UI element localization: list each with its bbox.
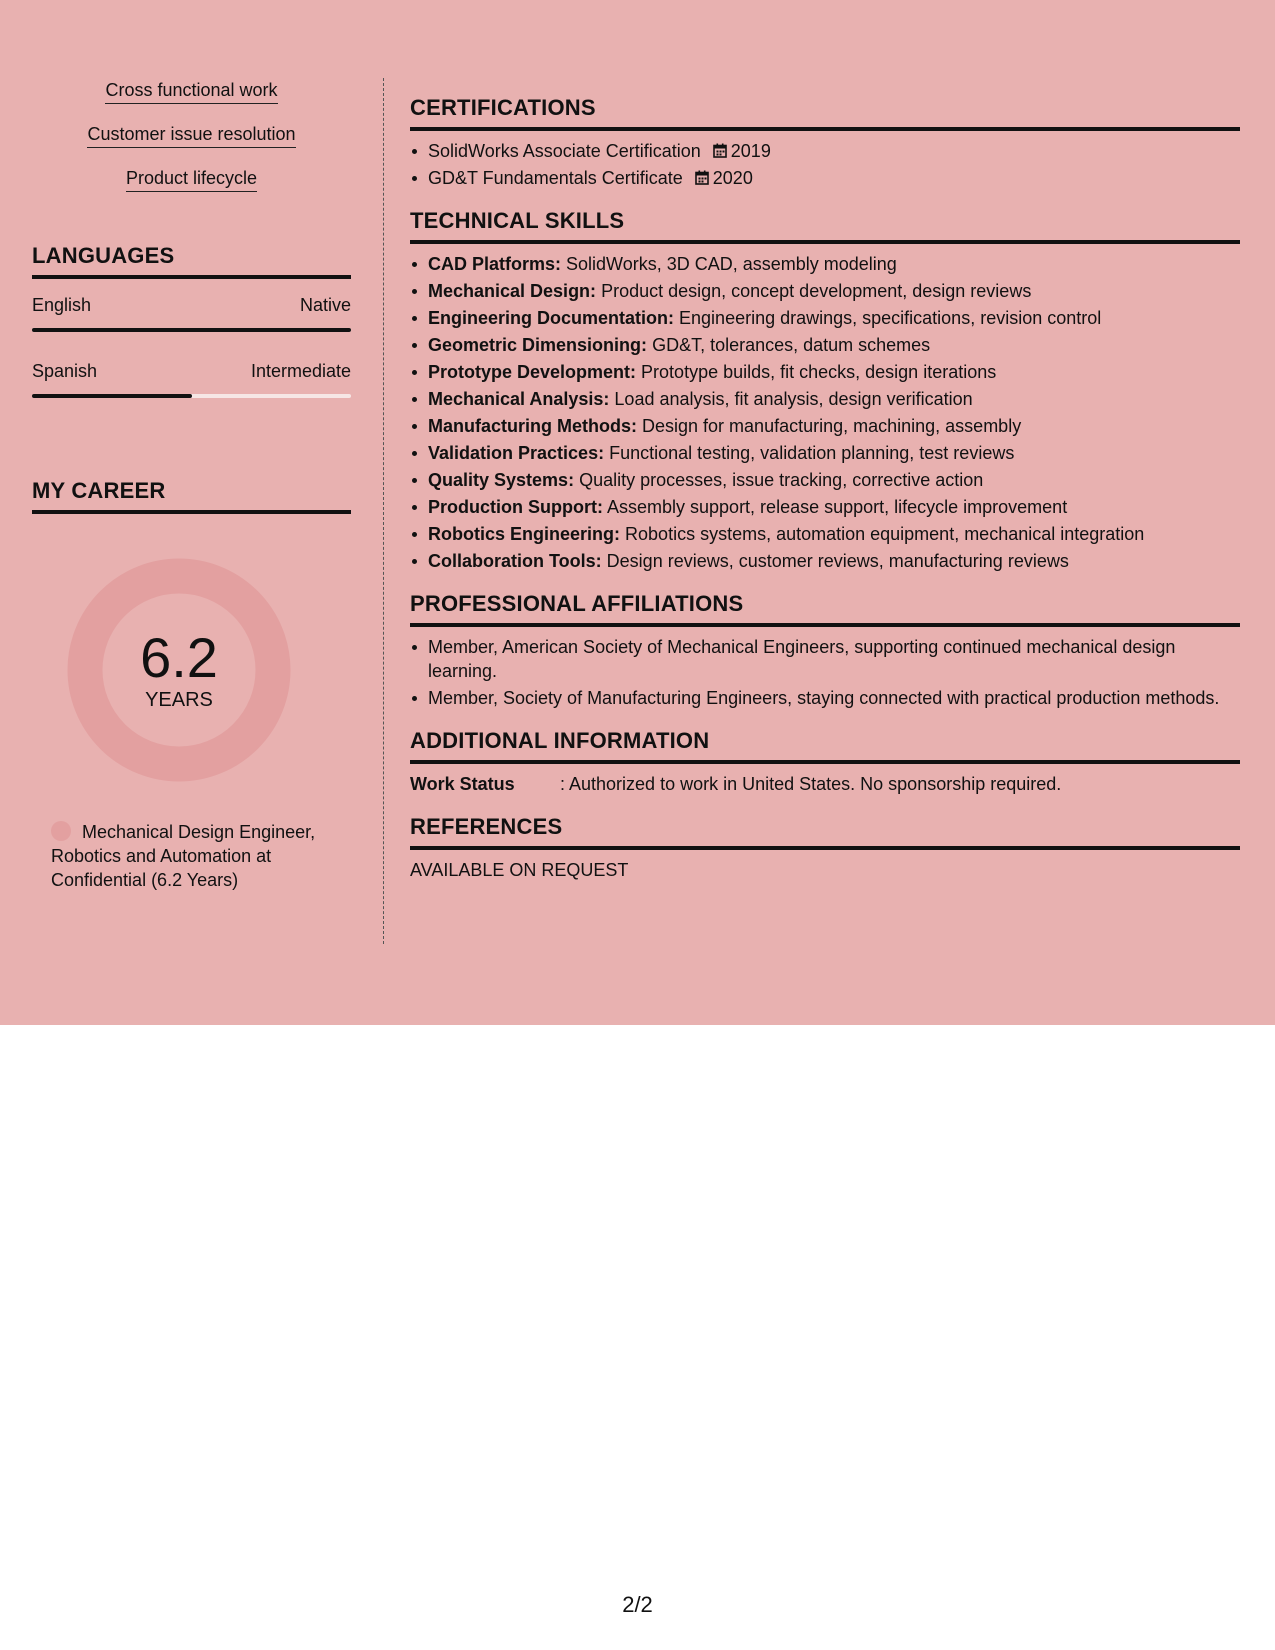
work-status-value: : Authorized to work in United States. No sponsorship required. <box>560 774 1062 794</box>
career-heading: MY CAREER <box>32 478 351 514</box>
strength-tag: Cross functional work <box>105 78 277 104</box>
career-legend-label: Mechanical Design Engineer, Robotics and Automation at Confidential (6.2 Years) <box>51 822 316 890</box>
affiliation-item: Member, American Society of Mechanical Engineers, supporting continued mechanical design learning. <box>410 635 1240 683</box>
strength-tag: Product lifecycle <box>126 166 257 192</box>
career-donut-chart <box>67 558 291 782</box>
skill-label: Prototype Development: <box>428 362 637 382</box>
skill-value: Product design, concept development, design reviews <box>601 281 1032 301</box>
skill-label: Manufacturing Methods: <box>428 416 637 436</box>
language-proficiency-fill <box>32 394 192 398</box>
right-column <box>410 95 1240 882</box>
skill-value: Engineering drawings, specifications, revision control <box>679 308 1102 328</box>
skill-label: Production Support: <box>428 497 603 517</box>
references-text: AVAILABLE ON REQUEST <box>410 860 629 880</box>
skill-label: Engineering Documentation: <box>428 308 675 328</box>
certification-name: SolidWorks Associate Certification <box>428 141 701 161</box>
language-level: Intermediate <box>250 361 351 381</box>
skill-value: Prototype builds, fit checks, design iterations <box>641 362 997 382</box>
skill-item <box>410 279 1240 303</box>
skill-item <box>410 306 1240 330</box>
skill-item <box>410 387 1240 411</box>
page-number: 2/2 <box>622 1592 653 1617</box>
skill-item <box>410 252 1240 276</box>
skill-item <box>410 468 1240 492</box>
language-name: English <box>32 295 92 315</box>
legend-dot-icon <box>51 821 71 841</box>
skill-label: Mechanical Analysis: <box>428 389 610 409</box>
left-column <box>32 78 351 892</box>
skill-label: Geometric Dimensioning: <box>428 335 648 355</box>
affiliation-item: Member, Society of Manufacturing Engineers, staying connected with practical production methods. <box>410 686 1240 710</box>
language-item-english <box>32 295 351 332</box>
calendar-icon <box>695 170 709 185</box>
certifications-section <box>410 95 1240 190</box>
work-status-label: Work Status <box>410 774 515 794</box>
skill-label: CAD Platforms: <box>428 254 562 274</box>
skill-label: Robotics Engineering: <box>428 524 621 544</box>
language-proficiency-bar <box>32 328 351 332</box>
skill-value: Robotics systems, automation equipment, mechanical integration <box>625 524 1145 544</box>
additional-info-section <box>410 728 1240 796</box>
skill-label: Collaboration Tools: <box>428 551 602 571</box>
skill-value: Assembly support, release support, lifecycle improvement <box>607 497 1068 517</box>
language-item-spanish <box>32 361 351 398</box>
references-section <box>410 814 1240 882</box>
skill-item <box>410 360 1240 384</box>
career-legend-item <box>51 820 341 892</box>
skill-value: Design reviews, customer reviews, manufacturing reviews <box>606 551 1069 571</box>
certification-item <box>410 139 1240 163</box>
skill-item <box>410 414 1240 438</box>
technical-skills-section <box>410 208 1240 573</box>
skill-value: Load analysis, fit analysis, design verification <box>614 389 973 409</box>
certification-name: GD&T Fundamentals Certificate <box>428 168 683 188</box>
skill-label: Quality Systems: <box>428 470 575 490</box>
career-total-unit: YEARS <box>145 689 213 711</box>
language-proficiency-fill <box>32 328 351 332</box>
skill-label: Validation Practices: <box>428 443 605 463</box>
certification-year: 2019 <box>730 141 771 161</box>
references-heading: REFERENCES <box>410 814 1240 850</box>
career-total-value: 6.2 <box>140 626 218 689</box>
language-level: Native <box>299 295 351 315</box>
skill-value: Design for manufacturing, machining, assembly <box>642 416 1022 436</box>
additional-info-heading: ADDITIONAL INFORMATION <box>410 728 1240 764</box>
strength-tag: Customer issue resolution <box>87 122 295 148</box>
column-divider <box>383 78 384 944</box>
skill-item <box>410 495 1240 519</box>
language-name: Spanish <box>32 361 98 381</box>
certification-year: 2020 <box>712 168 753 188</box>
skill-item <box>410 522 1240 546</box>
certification-item <box>410 166 1240 190</box>
skill-value: Functional testing, validation planning, test reviews <box>609 443 1015 463</box>
technical-skills-heading: TECHNICAL SKILLS <box>410 208 1240 244</box>
language-proficiency-bar <box>32 394 351 398</box>
strengths-tags <box>32 78 351 210</box>
skill-label: Mechanical Design: <box>428 281 597 301</box>
certifications-heading: CERTIFICATIONS <box>410 95 1240 131</box>
skill-item <box>410 441 1240 465</box>
languages-heading: LANGUAGES <box>32 243 351 279</box>
work-status-row <box>410 772 1240 796</box>
skill-value: GD&T, tolerances, datum schemes <box>652 335 931 355</box>
affiliations-section <box>410 591 1240 710</box>
skill-value: Quality processes, issue tracking, corrective action <box>579 470 984 490</box>
calendar-icon <box>713 143 727 158</box>
skill-value: SolidWorks, 3D CAD, assembly modeling <box>566 254 897 274</box>
affiliations-heading: PROFESSIONAL AFFILIATIONS <box>410 591 1240 627</box>
skill-item <box>410 333 1240 357</box>
skill-item <box>410 549 1240 573</box>
